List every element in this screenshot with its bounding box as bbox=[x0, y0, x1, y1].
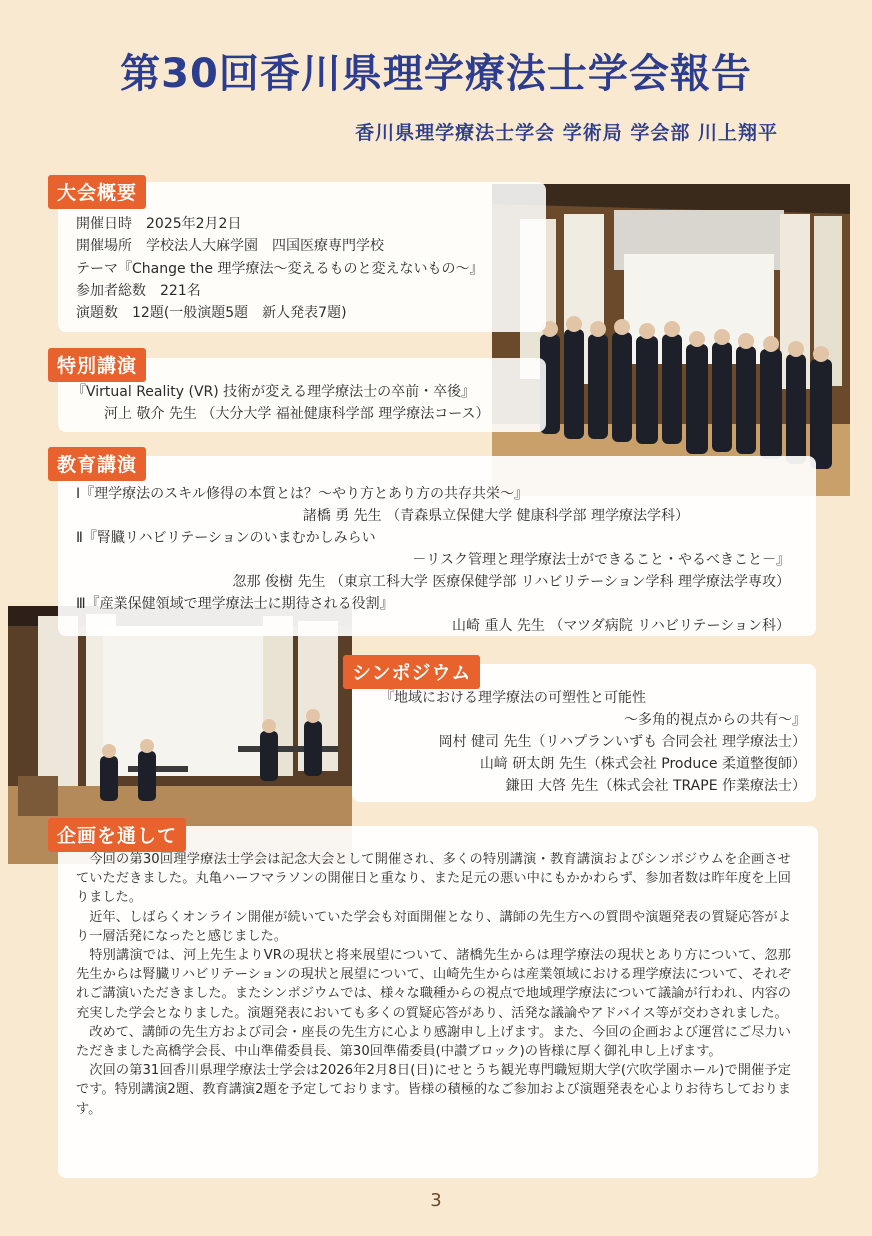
education-title-3: Ⅲ『産業保健領域で理学療法士に期待される役割』 bbox=[76, 596, 394, 612]
education-speaker-3: 山崎 重人 先生 （マツダ病院 リハビリテーション科） bbox=[452, 618, 790, 634]
education-title-1: Ⅰ『理学療法のスキル修得の本質とは？～やり方とあり方の共存共栄～』 bbox=[76, 486, 528, 502]
plan-paragraph-4: 改めて、講師の先生方および司会・座長の先生方に心より感謝申し上げます。また、今回の企画および運営にご尽力いただきました高橋学会長、中山準備委員長、第30回準備委員(中讃ブロック)の皆様に厚く御礼申し上げます。 bbox=[76, 1024, 791, 1060]
overview-venue: 開催場所 学校法人大麻学園 四国医療専門学校 bbox=[76, 238, 384, 254]
symposium-title: 『地域における理学療法の可塑性と可能性 bbox=[380, 690, 646, 706]
plan-paragraph-2: 近年、しばらくオンライン開催が続いていた学会も対面開催となり、講師の先生方への質問や演題発表の質疑応答がより一層活発になったと感じました。 bbox=[76, 909, 791, 944]
symposium-speaker-1: 岡村 健司 先生（リハプランいずも 合同会社 理学療法士） bbox=[438, 734, 806, 750]
page-title: 第30回香川県理学療法士学会報告 bbox=[120, 51, 752, 97]
plan-paragraph-3: 特別講演では、河上先生よりVRの現状と将来展望について、諸橋先生からは理学療法の現状とあり方について、忽那先生からは腎臓リハビリテーションの現状と展望について、山崎先生からは産業領域における理学療法について、それぞれご講演いただきました。またシンポジウムでは、様々な職種からの視点で地域理学療法について議論が行われ、内容の充実した学会となりました。演題発表においても多くの質疑応答があり、活発な議論やアドバイス等が交わされました。 bbox=[76, 948, 791, 1021]
plan-label: 企画を通して bbox=[48, 818, 186, 852]
education-title-2-sub: －リスク管理と理学療法士ができること・やるべきこと－』 bbox=[412, 552, 790, 568]
plan-paragraph-5: 次回の第31回香川県理学療法士学会は2026年2月8日(日)にせとうち観光専門職短期大学(穴吹学園ホール)で開催予定です。特別講演2題、教育講演2題を予定しております。皆様の積極的なご参加および演題発表を心よりお待ちしております。 bbox=[76, 1063, 791, 1117]
education-speaker-1: 諸橋 勇 先生 （青森県立保健大学 健康科学部 理学療法学科） bbox=[302, 508, 689, 524]
education-title-2: Ⅱ『腎臓リハビリテーションのいまむかしみらい bbox=[76, 530, 376, 546]
special-speaker: 河上 敬介 先生 （大分大学 福祉健康科学部 理学療法コース） bbox=[104, 406, 490, 422]
symposium-speaker-3: 鎌田 大啓 先生（株式会社 TRAPE 作業療法士） bbox=[505, 778, 806, 794]
education-speaker-2: 忽那 俊樹 先生 （東京工科大学 医療保健学部 リハビリテーション学科 理学療法学専攻） bbox=[232, 574, 790, 590]
symposium-speaker-2: 山﨑 研太朗 先生（株式会社 Produce 柔道整復師） bbox=[479, 756, 806, 772]
symposium-subtitle: ～多角的視点からの共有～』 bbox=[624, 712, 806, 728]
overview-presentations: 演題数 12題(一般演題5題 新人発表7題) bbox=[76, 305, 347, 321]
special-title: 『Virtual Reality (VR) 技術が変える理学療法士の卒前・卒後』 bbox=[72, 384, 476, 400]
education-label: 教育講演 bbox=[48, 447, 146, 481]
page-number: 3 bbox=[430, 1190, 442, 1211]
overview-participants: 参加者総数 221名 bbox=[76, 283, 201, 299]
plan-paragraph-1: 今回の第30回理学療法士学会は記念大会として開催され、多くの特別講演・教育講演およびシンポジウムを企画させていただきました。丸亀ハーフマラソンの開催日と重なり、また足元の悪い中にもかかわらず、参加者数は昨年度を上回りました。 bbox=[76, 852, 791, 906]
special-label: 特別講演 bbox=[48, 348, 146, 382]
plan-text bbox=[76, 850, 791, 1119]
author-line: 香川県理学療法士学会 学術局 学会部 川上翔平 bbox=[355, 122, 778, 144]
overview-label: 大会概要 bbox=[48, 175, 146, 209]
overview-theme: テーマ『Change the 理学療法～変えるものと変えないもの～』 bbox=[76, 261, 484, 277]
overview-date: 開催日時 2025年2月2日 bbox=[76, 216, 242, 232]
symposium-label: シンポジウム bbox=[343, 655, 480, 689]
